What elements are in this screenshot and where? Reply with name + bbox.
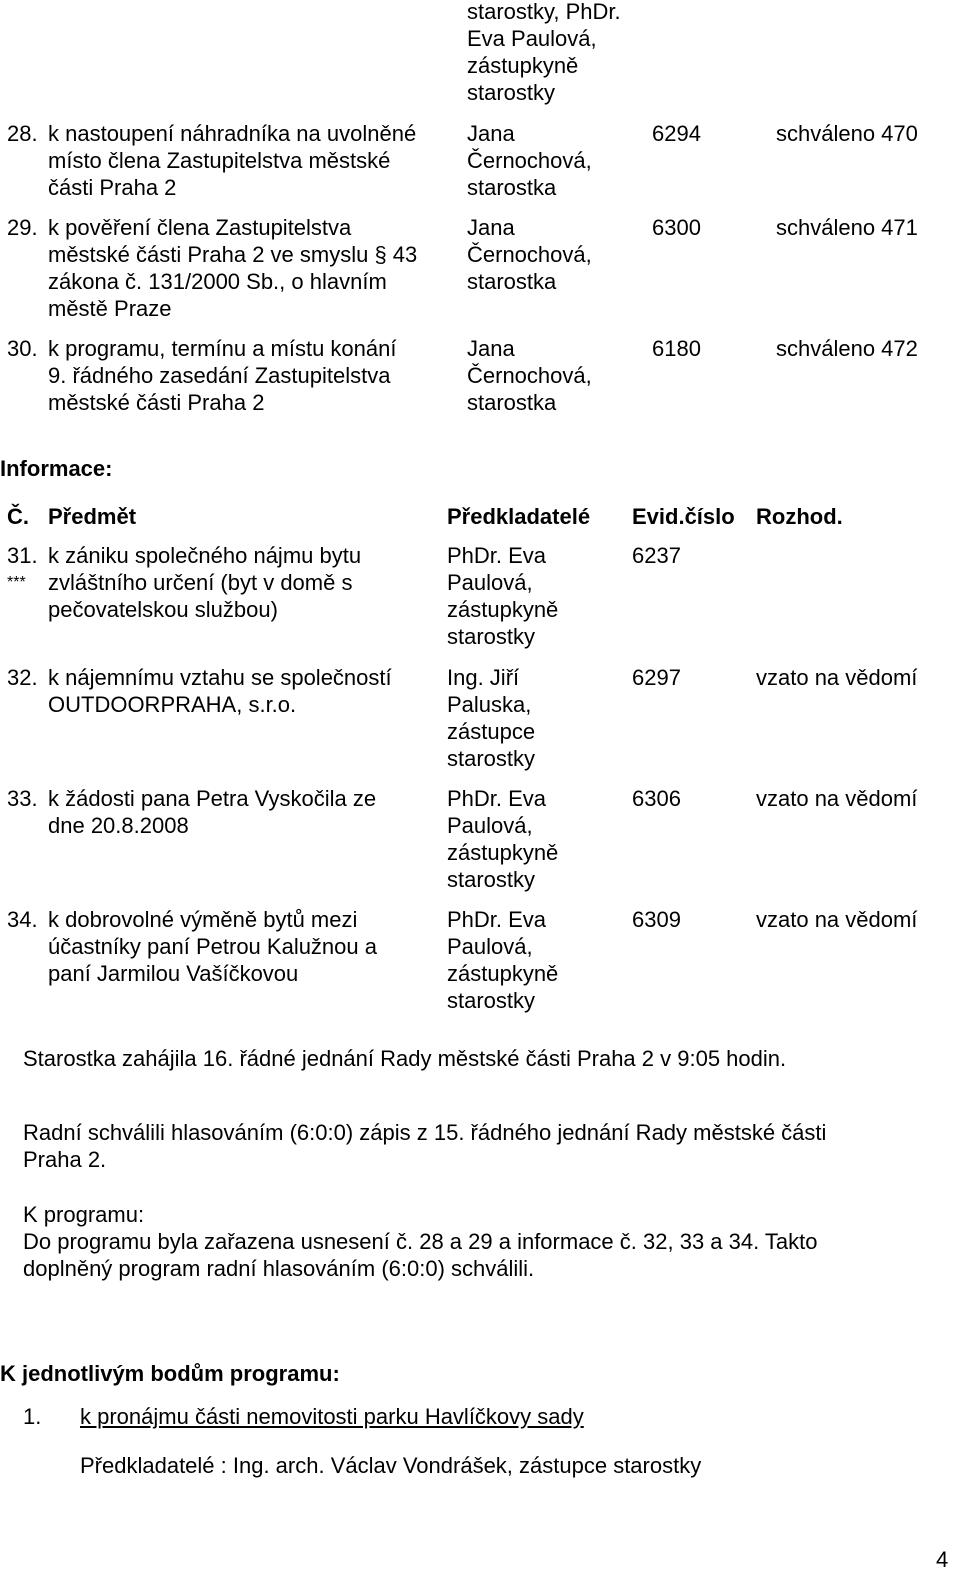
header-subject: Předmět — [48, 504, 137, 529]
row-proposer: Jana Černochová, starostka — [467, 215, 592, 294]
info-row-number: 31. — [7, 543, 38, 568]
row-number: 30. — [7, 336, 38, 361]
header-evid: Evid.číslo — [632, 504, 735, 529]
info-row-evid: 6309 — [632, 907, 681, 932]
row-subject: k pověření člena Zastupitelstva městské části Praha 2 ve smyslu § 43 zákona č. 131/2000 Sb., o hlavním městě Praze — [48, 215, 418, 321]
header-proposer: Předkladatelé — [447, 504, 591, 529]
opening-paragraph: Starostka zahájila 16. řádné jednání Rady městské části Praha 2 v 9:05 hodin. — [23, 1046, 787, 1071]
program-label: K programu: — [23, 1202, 145, 1227]
minutes-approval-paragraph: Radní schválili hlasováním (6:0:0) zápis z 15. řádného jednání Rady městské části Praha 2. — [23, 1120, 827, 1172]
row-evid: 6294 — [652, 121, 701, 146]
program-paragraph: Do programu byla zařazena usnesení č. 28 a 29 a informace č. 32, 33 a 34. Takto doplněný program radní hlasováním (6:0:0) schválili. — [23, 1229, 818, 1281]
info-row-number: 34. — [7, 907, 38, 932]
item-proposer: Předkladatelé : Ing. arch. Václav Vondrášek, zástupce starostky — [80, 1453, 702, 1478]
info-row-subject: k dobrovolné výměně bytů mezi účastníky paní Petrou Kalužnou a paní Jarmilou Vašíčkovou — [48, 907, 377, 986]
info-row-evid: 6297 — [632, 665, 681, 690]
info-row-subject: k zániku společného nájmu bytu zvláštního určení (byt v domě s pečovatelskou službou) — [48, 543, 362, 622]
info-row-decision: vzato na vědomí — [756, 786, 918, 811]
row-evid: 6300 — [652, 215, 701, 240]
row-proposer: Jana Černochová, starostka — [467, 121, 592, 200]
info-row-proposer: PhDr. Eva Paulová, zástupkyně starostky — [447, 543, 559, 649]
row-subject: k programu, termínu a místu konání 9. řádného zasedání Zastupitelstva městské části Praha 2 — [48, 336, 397, 415]
info-row-subject: k žádosti pana Petra Vyskočila ze dne 20.8.2008 — [48, 786, 377, 838]
info-row-evid: 6237 — [632, 543, 681, 568]
row-evid: 6180 — [652, 336, 701, 361]
row-decision: schváleno 472 — [776, 336, 918, 361]
carryover-proposer: starostky, PhDr. Eva Paulová, zástupkyně starostky — [467, 0, 621, 105]
header-num: Č. — [7, 504, 29, 529]
info-row-proposer: PhDr. Eva Paulová, zástupkyně starostky — [447, 786, 559, 892]
page-number: 4 — [936, 1547, 949, 1572]
info-row-proposer: PhDr. Eva Paulová, zástupkyně starostky — [447, 907, 559, 1013]
info-row-number: 33. — [7, 786, 38, 811]
info-heading: Informace: — [0, 456, 113, 481]
info-row-decision: vzato na vědomí — [756, 665, 918, 690]
row-decision: schváleno 470 — [776, 121, 918, 146]
item-title: k pronájmu části nemovitosti parku Havlíčkovy sady — [80, 1404, 584, 1429]
row-subject: k nastoupení náhradníka na uvolněné místo člena Zastupitelstva městské části Praha 2 — [48, 121, 417, 200]
row-number: 28. — [7, 121, 38, 146]
row-decision: schváleno 471 — [776, 215, 918, 240]
row-number: 29. — [7, 215, 38, 240]
info-row-proposer: Ing. Jiří Paluska, zástupce starostky — [447, 665, 536, 771]
item-number: 1. — [23, 1404, 42, 1429]
items-heading: K jednotlivým bodům programu: — [0, 1361, 340, 1386]
info-row-subject: k nájemnímu vztahu se společností OUTDOORPRAHA, s.r.o. — [48, 665, 392, 717]
confidential-mark: *** — [7, 574, 26, 591]
row-proposer: Jana Černochová, starostka — [467, 336, 592, 415]
info-row-decision: vzato na vědomí — [756, 907, 918, 932]
info-row-number: 32. — [7, 665, 38, 690]
header-decision: Rozhod. — [756, 504, 843, 529]
info-row-evid: 6306 — [632, 786, 681, 811]
